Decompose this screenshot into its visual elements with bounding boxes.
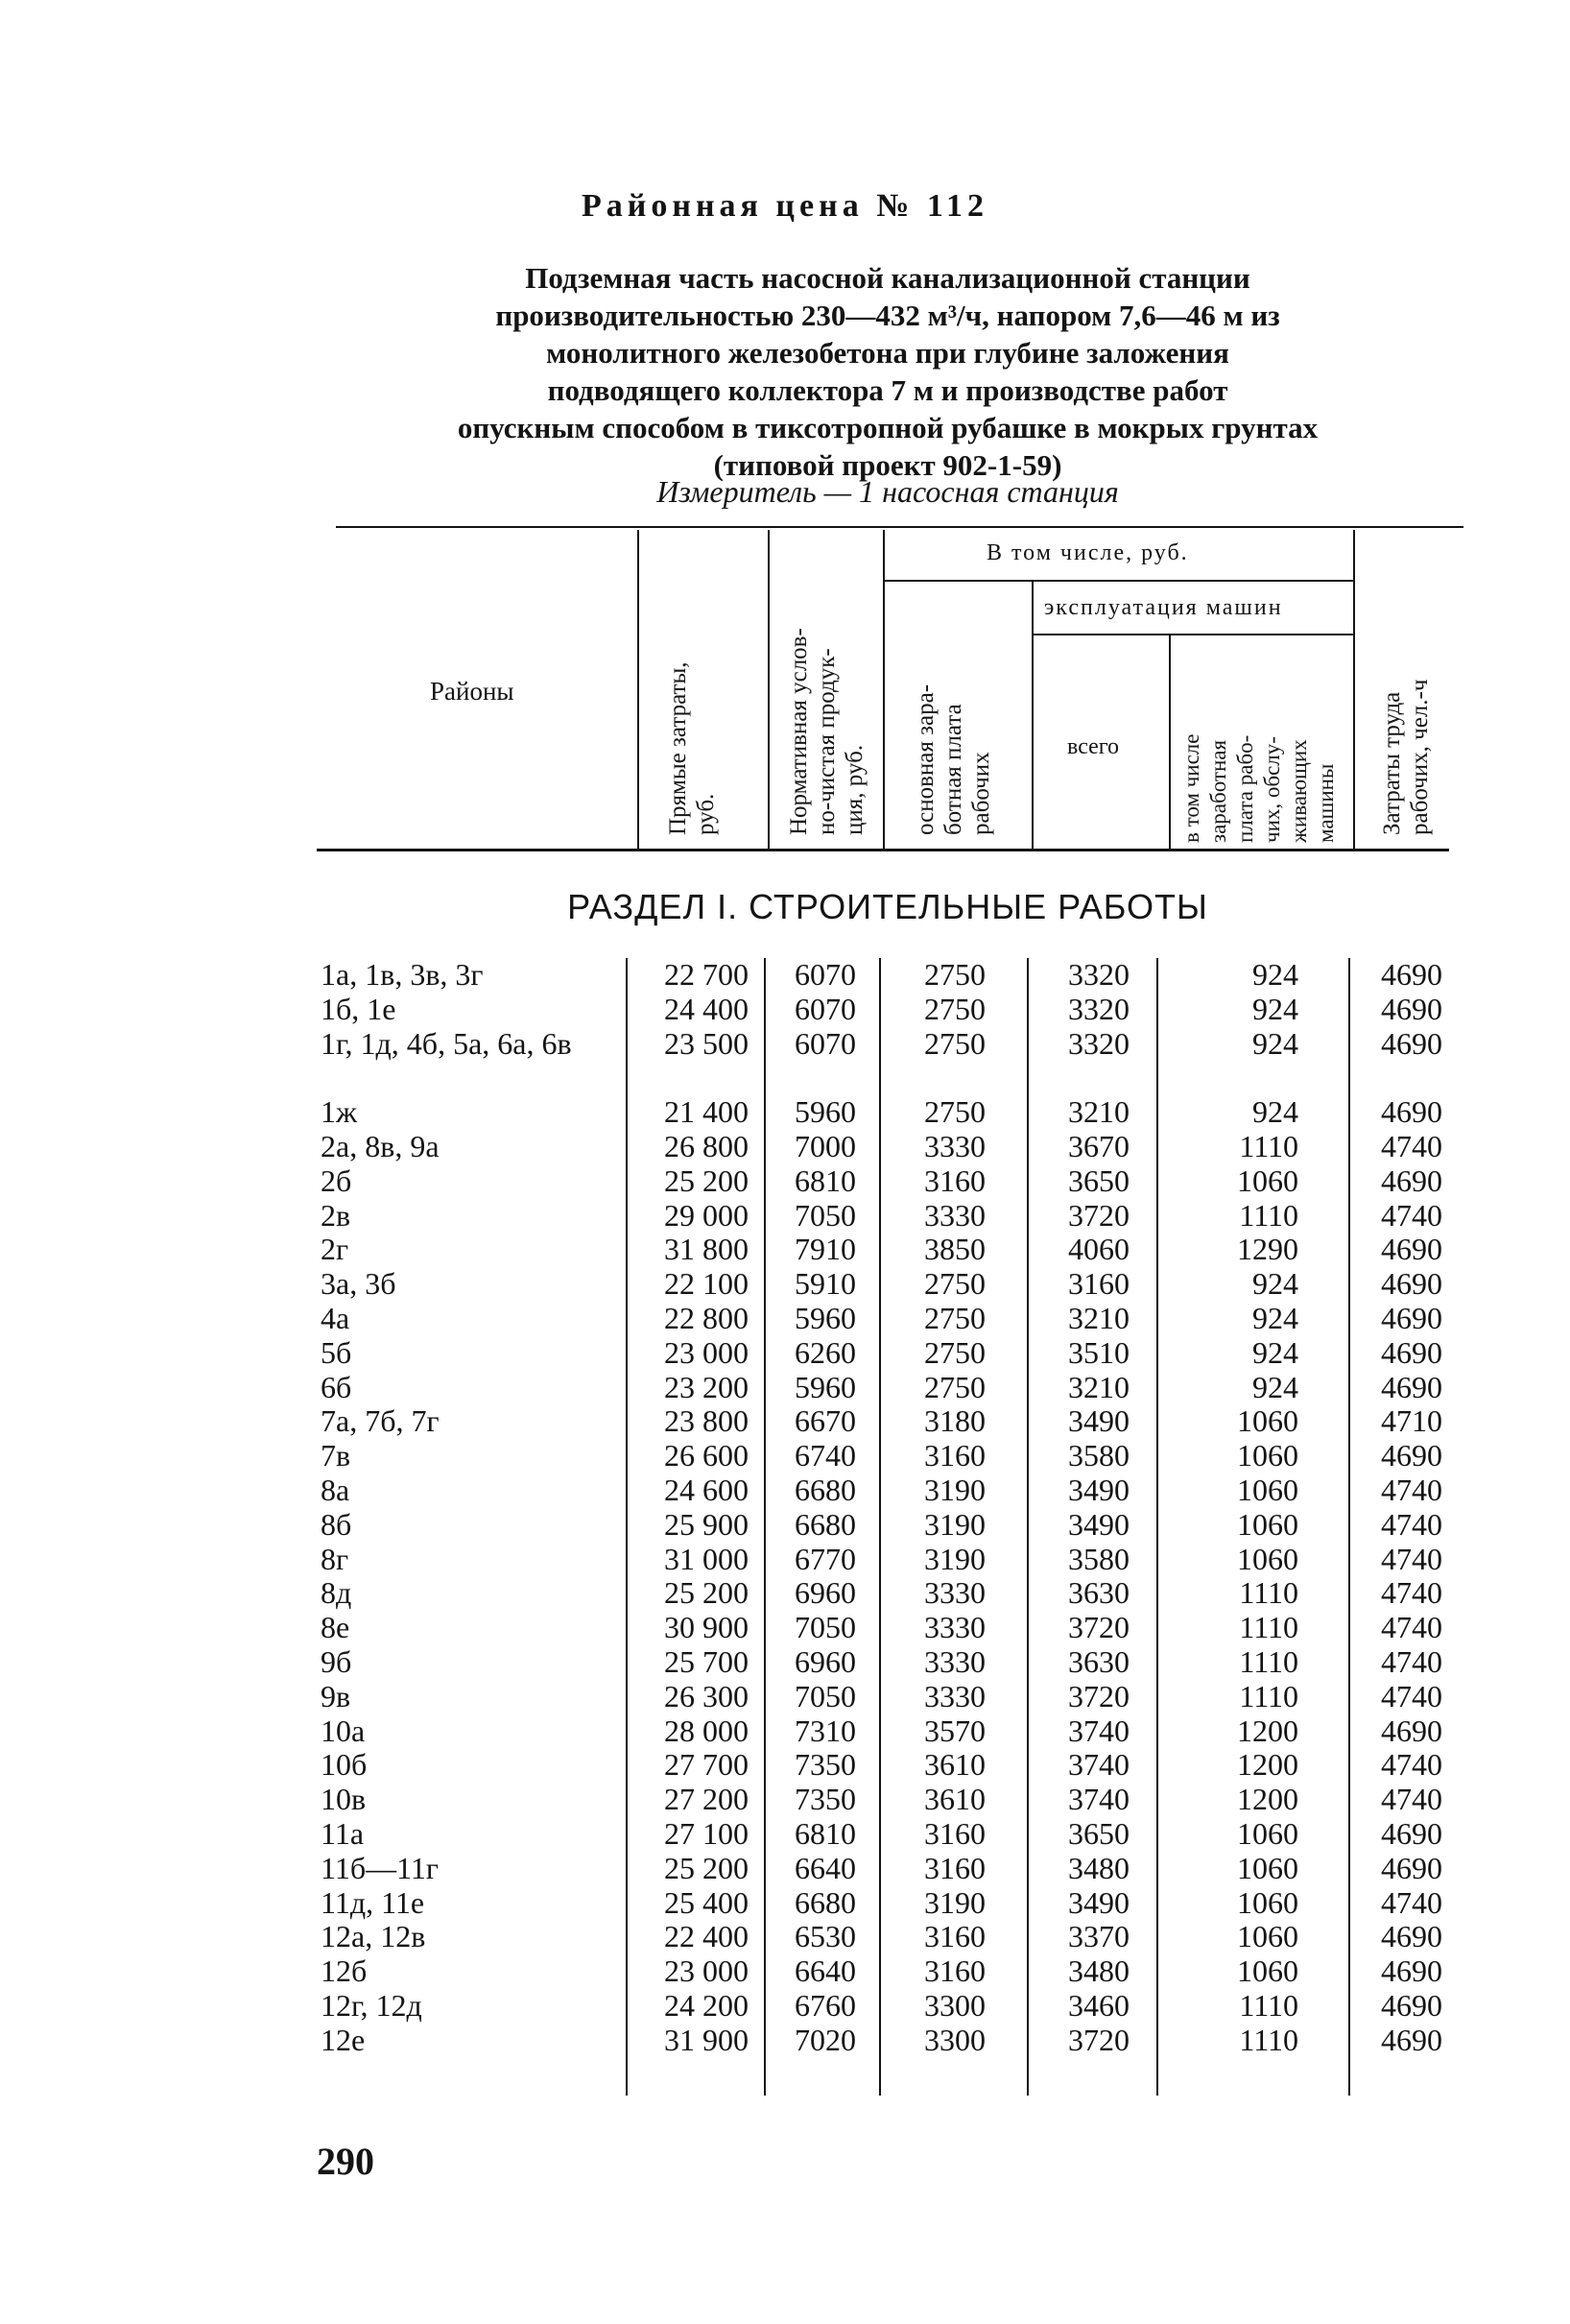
region-cell: 1ж <box>321 1094 358 1130</box>
base-wage-cell: 2750 <box>924 1300 986 1335</box>
base-wage-cell: 2750 <box>924 1334 986 1370</box>
normative-cell: 6070 <box>795 957 856 992</box>
region-cell: 4а <box>321 1300 350 1335</box>
normative-cell: 6680 <box>795 1884 856 1920</box>
price-table-body <box>0 958 1570 2058</box>
machine-wage-cell: 1060 <box>1237 1815 1298 1851</box>
header-machine-wage-line: машины <box>1314 763 1338 843</box>
direct-costs-cell: 23 500 <box>664 1025 749 1061</box>
machine-wage-cell: 1110 <box>1239 1643 1298 1679</box>
subtitle-line: (типовой проект 902-1-59) <box>713 448 1062 482</box>
machine-ops-cell: 3490 <box>1068 1472 1130 1507</box>
header-total: всего <box>1067 734 1120 759</box>
table-row <box>0 1164 1570 1199</box>
header-base-wage <box>912 684 995 835</box>
labor-cell: 4740 <box>1381 1610 1442 1645</box>
machine-ops-cell: 3320 <box>1068 1025 1130 1061</box>
machine-wage-cell: 924 <box>1252 1266 1298 1302</box>
normative-cell: 6640 <box>795 1953 856 1989</box>
region-cell: 8г <box>321 1541 349 1576</box>
base-wage-cell: 3190 <box>924 1506 986 1542</box>
table-row <box>0 1473 1570 1508</box>
header-base-wage-line: рабочих <box>968 752 994 835</box>
region-cell: 2б <box>321 1162 352 1198</box>
direct-costs-cell: 23 000 <box>664 1334 749 1370</box>
page-number: 290 <box>317 2140 374 2183</box>
header-divider <box>637 530 639 849</box>
machine-wage-cell: 1200 <box>1237 1747 1298 1783</box>
machine-ops-cell: 3720 <box>1068 1197 1130 1233</box>
region-cell: 2а, 8в, 9а <box>321 1128 440 1163</box>
machine-wage-cell: 1110 <box>1239 2022 1298 2057</box>
labor-cell: 4690 <box>1381 1266 1442 1302</box>
direct-costs-cell: 23 000 <box>664 1953 749 1989</box>
base-wage-cell: 3850 <box>924 1232 986 1267</box>
machine-wage-cell: 1110 <box>1239 1610 1298 1645</box>
machine-wage-cell: 1060 <box>1237 1472 1298 1507</box>
subtitle <box>345 259 1430 484</box>
header-labor-line: Затраты труда <box>1379 691 1405 835</box>
direct-costs-cell: 26 300 <box>664 1678 749 1713</box>
header-labor-line: рабочих, чел.-ч <box>1407 679 1433 835</box>
labor-cell: 4690 <box>1381 1094 1442 1130</box>
table-row <box>0 2024 1570 2058</box>
direct-costs-cell: 23 200 <box>664 1369 749 1404</box>
base-wage-cell: 3160 <box>924 1953 986 1989</box>
direct-costs-cell: 24 200 <box>664 1987 749 2023</box>
normative-cell: 5960 <box>795 1369 856 1404</box>
machine-ops-cell: 3480 <box>1068 1850 1130 1885</box>
table-row <box>0 1783 1570 1817</box>
table-row <box>0 1886 1570 1921</box>
machine-wage-cell: 1110 <box>1239 1575 1298 1611</box>
subtitle-line: Подземная часть насосной канализационной станции <box>525 261 1250 295</box>
labor-cell: 4690 <box>1381 991 1442 1026</box>
machine-ops-cell: 3740 <box>1068 1747 1130 1783</box>
machine-wage-cell: 1060 <box>1237 1438 1298 1473</box>
region-cell: 12г, 12д <box>321 1987 422 2023</box>
machine-wage-cell: 1110 <box>1239 1197 1298 1233</box>
region-cell: 2г <box>321 1232 349 1267</box>
machine-wage-cell: 1290 <box>1237 1232 1298 1267</box>
base-wage-cell: 3300 <box>924 2022 986 2057</box>
table-row <box>0 1543 1570 1577</box>
labor-cell: 4690 <box>1381 1232 1442 1267</box>
table-row <box>0 1130 1570 1164</box>
machine-ops-cell: 3630 <box>1068 1575 1130 1611</box>
labor-cell: 4740 <box>1381 1884 1442 1920</box>
machine-ops-cell: 3720 <box>1068 1678 1130 1713</box>
normative-cell: 7050 <box>795 1197 856 1233</box>
region-cell: 11а <box>321 1815 365 1851</box>
normative-cell: 6680 <box>795 1506 856 1542</box>
direct-costs-cell: 26 600 <box>664 1438 749 1473</box>
machine-ops-cell: 3160 <box>1068 1266 1130 1302</box>
header-normative <box>785 628 868 835</box>
direct-costs-cell: 31 000 <box>664 1541 749 1576</box>
normative-cell: 5960 <box>795 1094 856 1130</box>
base-wage-cell: 3160 <box>924 1919 986 1954</box>
normative-cell: 7050 <box>795 1678 856 1713</box>
header-base-wage-line: основная зара- <box>913 683 939 835</box>
normative-cell: 7350 <box>795 1782 856 1817</box>
subtitle-line: производительностью 230—432 м³/ч, напором 7,6—46 м из <box>495 299 1280 332</box>
base-wage-cell: 3180 <box>924 1403 986 1439</box>
machine-wage-cell: 1060 <box>1237 1884 1298 1920</box>
table-row <box>0 1680 1570 1714</box>
normative-cell: 6760 <box>795 1987 856 2023</box>
header-normative-line: ция, руб. <box>842 744 868 835</box>
base-wage-cell: 2750 <box>924 1094 986 1130</box>
normative-cell: 6810 <box>795 1815 856 1851</box>
normative-cell: 6670 <box>795 1403 856 1439</box>
header-base-wage-line: ботная плата <box>940 704 966 835</box>
normative-cell: 7000 <box>795 1128 856 1163</box>
machines-rule <box>1032 634 1353 635</box>
machine-ops-cell: 3370 <box>1068 1919 1130 1954</box>
machine-ops-cell: 3490 <box>1068 1884 1130 1920</box>
labor-cell: 4740 <box>1381 1747 1442 1783</box>
header-machine-wage-line: в том числе <box>1179 733 1203 843</box>
machine-wage-cell: 924 <box>1252 1369 1298 1404</box>
direct-costs-cell: 25 200 <box>664 1575 749 1611</box>
direct-costs-cell: 26 800 <box>664 1128 749 1163</box>
table-row <box>0 1645 1570 1680</box>
machine-ops-cell: 3650 <box>1068 1815 1130 1851</box>
header-machine-wage-line: живающих <box>1287 739 1311 843</box>
machine-wage-cell: 924 <box>1252 1025 1298 1061</box>
base-wage-cell: 3190 <box>924 1472 986 1507</box>
labor-cell: 4690 <box>1381 957 1442 992</box>
base-wage-cell: 3190 <box>924 1884 986 1920</box>
direct-costs-cell: 24 600 <box>664 1472 749 1507</box>
region-cell: 10б <box>321 1747 368 1783</box>
labor-cell: 4740 <box>1381 1782 1442 1817</box>
direct-costs-cell: 25 700 <box>664 1643 749 1679</box>
machine-ops-cell: 4060 <box>1068 1232 1130 1267</box>
region-cell: 1а, 1в, 3в, 3г <box>321 957 484 992</box>
labor-cell: 4740 <box>1381 1128 1442 1163</box>
normative-cell: 6770 <box>795 1541 856 1576</box>
table-row <box>0 1920 1570 1954</box>
base-wage-cell: 3330 <box>924 1643 986 1679</box>
normative-cell: 7910 <box>795 1232 856 1267</box>
base-wage-cell: 3160 <box>924 1438 986 1473</box>
table-row <box>0 1748 1570 1783</box>
base-wage-cell: 3330 <box>924 1678 986 1713</box>
table-row <box>0 1611 1570 1645</box>
base-wage-cell: 3160 <box>924 1850 986 1885</box>
machine-wage-cell: 924 <box>1252 1334 1298 1370</box>
labor-cell: 4690 <box>1381 1953 1442 1989</box>
region-cell: 7в <box>321 1438 351 1473</box>
region-cell: 12е <box>321 2022 366 2057</box>
direct-costs-cell: 27 200 <box>664 1782 749 1817</box>
machine-wage-cell: 1110 <box>1239 1128 1298 1163</box>
header-including: В том числе, руб. <box>987 540 1189 565</box>
labor-cell: 4740 <box>1381 1506 1442 1542</box>
base-wage-cell: 3610 <box>924 1782 986 1817</box>
region-cell: 11б—11г <box>321 1850 440 1885</box>
direct-costs-cell: 27 100 <box>664 1815 749 1851</box>
header-normative-line: Нормативная услов- <box>786 628 812 835</box>
base-wage-cell: 3160 <box>924 1162 986 1198</box>
labor-cell: 4740 <box>1381 1541 1442 1576</box>
header-labor <box>1378 680 1434 835</box>
table-row <box>0 1817 1570 1852</box>
measure-unit: Измеритель — 1 насосная станция <box>656 474 1119 509</box>
base-wage-cell: 2750 <box>924 991 986 1026</box>
header-bottom-rule <box>317 849 1449 851</box>
labor-cell: 4740 <box>1381 1643 1442 1679</box>
base-wage-cell: 2750 <box>924 1025 986 1061</box>
machine-ops-cell: 3720 <box>1068 1610 1130 1645</box>
table-row <box>0 1404 1570 1439</box>
labor-cell: 4740 <box>1381 1197 1442 1233</box>
section-title: РАЗДЕЛ I. СТРОИТЕЛЬНЫЕ РАБОТЫ <box>567 887 1208 926</box>
region-cell: 7а, 7б, 7г <box>321 1403 440 1439</box>
machine-wage-cell: 1200 <box>1237 1713 1298 1748</box>
machine-ops-cell: 3720 <box>1068 2022 1130 2057</box>
region-cell: 11д, 11е <box>321 1884 425 1920</box>
normative-cell: 6960 <box>795 1575 856 1611</box>
direct-costs-cell: 22 100 <box>664 1266 749 1302</box>
header-regions: Районы <box>430 677 514 706</box>
region-cell: 2в <box>321 1197 351 1233</box>
table-row <box>0 993 1570 1027</box>
subtitle-line: монолитного железобетона при глубине заложения <box>546 336 1229 370</box>
region-cell: 3а, 3б <box>321 1266 396 1302</box>
machine-wage-cell: 924 <box>1252 991 1298 1026</box>
machine-wage-cell: 1110 <box>1239 1678 1298 1713</box>
machine-wage-cell: 1060 <box>1237 1506 1298 1542</box>
base-wage-cell: 3330 <box>924 1128 986 1163</box>
machine-ops-cell: 3490 <box>1068 1403 1130 1439</box>
machine-ops-cell: 3580 <box>1068 1438 1130 1473</box>
normative-cell: 7350 <box>795 1747 856 1783</box>
machine-ops-cell: 3480 <box>1068 1953 1130 1989</box>
base-wage-cell: 3330 <box>924 1610 986 1645</box>
normative-cell: 6740 <box>795 1438 856 1473</box>
table-row <box>0 1095 1570 1130</box>
machine-wage-cell: 1060 <box>1237 1403 1298 1439</box>
table-row <box>0 1714 1570 1749</box>
direct-costs-cell: 23 800 <box>664 1403 749 1439</box>
machine-ops-cell: 3210 <box>1068 1300 1130 1335</box>
table-row <box>0 1989 1570 2024</box>
labor-cell: 4690 <box>1381 1815 1442 1851</box>
machine-ops-cell: 3740 <box>1068 1713 1130 1748</box>
direct-costs-cell: 27 700 <box>664 1747 749 1783</box>
labor-cell: 4690 <box>1381 1162 1442 1198</box>
labor-cell: 4690 <box>1381 1713 1442 1748</box>
direct-costs-cell: 25 400 <box>664 1884 749 1920</box>
base-wage-cell: 3570 <box>924 1713 986 1748</box>
labor-cell: 4690 <box>1381 1369 1442 1404</box>
machine-ops-cell: 3210 <box>1068 1094 1130 1130</box>
region-cell: 9в <box>321 1678 351 1713</box>
page-title: Районная цена № 112 <box>582 188 988 224</box>
direct-costs-cell: 25 200 <box>664 1850 749 1885</box>
machine-wage-cell: 1060 <box>1237 1162 1298 1198</box>
machine-wage-cell: 1200 <box>1237 1782 1298 1817</box>
direct-costs-cell: 31 800 <box>664 1232 749 1267</box>
machine-ops-cell: 3580 <box>1068 1541 1130 1576</box>
header-machine-wage-line: заработная <box>1206 739 1230 843</box>
normative-cell: 7020 <box>795 2022 856 2057</box>
direct-costs-cell: 30 900 <box>664 1610 749 1645</box>
labor-cell: 4710 <box>1381 1403 1442 1439</box>
machine-ops-cell: 3320 <box>1068 991 1130 1026</box>
region-cell: 12а, 12в <box>321 1919 426 1954</box>
header-divider <box>1353 530 1355 849</box>
header-machine-wage-line: чих, обслу- <box>1260 736 1284 843</box>
machine-ops-cell: 3630 <box>1068 1643 1130 1679</box>
labor-cell: 4740 <box>1381 1575 1442 1611</box>
machine-ops-cell: 3650 <box>1068 1162 1130 1198</box>
region-cell: 5б <box>321 1334 352 1370</box>
labor-cell: 4690 <box>1381 1025 1442 1061</box>
normative-cell: 7050 <box>795 1610 856 1645</box>
header-divider <box>883 530 885 849</box>
table-row <box>0 1302 1570 1336</box>
direct-costs-cell: 25 200 <box>664 1162 749 1198</box>
table-row <box>0 1852 1570 1886</box>
header-machine-ops: эксплуатация машин <box>1044 595 1283 620</box>
machine-ops-cell: 3460 <box>1068 1987 1130 2023</box>
base-wage-cell: 3190 <box>924 1541 986 1576</box>
normative-cell: 6070 <box>795 1025 856 1061</box>
header-direct-costs-line: Прямые затраты, <box>665 661 691 835</box>
machine-ops-cell: 3490 <box>1068 1506 1130 1542</box>
machine-wage-cell: 924 <box>1252 1094 1298 1130</box>
table-row <box>0 1508 1570 1543</box>
base-wage-cell: 3610 <box>924 1747 986 1783</box>
table-row <box>0 1576 1570 1611</box>
machine-ops-cell: 3740 <box>1068 1782 1130 1817</box>
region-cell: 6б <box>321 1369 352 1404</box>
subtitle-line: опускным способом в тиксотропной рубашке в мокрых грунтах <box>457 411 1319 444</box>
base-wage-cell: 3160 <box>924 1815 986 1851</box>
normative-cell: 7310 <box>795 1713 856 1748</box>
machine-ops-cell: 3320 <box>1068 957 1130 992</box>
table-row <box>0 1336 1570 1371</box>
base-wage-cell: 2750 <box>924 1266 986 1302</box>
labor-cell: 4740 <box>1381 1678 1442 1713</box>
normative-cell: 6640 <box>795 1850 856 1885</box>
labor-cell: 4690 <box>1381 1300 1442 1335</box>
table-row <box>0 958 1570 993</box>
base-wage-cell: 3330 <box>924 1575 986 1611</box>
direct-costs-cell: 31 900 <box>664 2022 749 2057</box>
header-divider <box>1032 582 1034 849</box>
table-row <box>0 1439 1570 1473</box>
labor-cell: 4690 <box>1381 1438 1442 1473</box>
normative-cell: 6070 <box>795 991 856 1026</box>
machine-wage-cell: 1060 <box>1237 1953 1298 1989</box>
table-row <box>0 1027 1570 1096</box>
machine-wage-cell: 924 <box>1252 1300 1298 1335</box>
labor-cell: 4690 <box>1381 1987 1442 2023</box>
normative-cell: 6260 <box>795 1334 856 1370</box>
direct-costs-cell: 29 000 <box>664 1197 749 1233</box>
table-row <box>0 1233 1570 1267</box>
subtitle-line: подводящего коллектора 7 м и производстве работ <box>547 373 1228 407</box>
header-divider <box>1169 635 1171 849</box>
table-row <box>0 1267 1570 1302</box>
header-machine-wage <box>1178 734 1340 844</box>
base-wage-cell: 2750 <box>924 1369 986 1404</box>
machine-wage-cell: 1060 <box>1237 1919 1298 1954</box>
labor-cell: 4690 <box>1381 1850 1442 1885</box>
header-divider <box>768 530 770 849</box>
direct-costs-cell: 25 900 <box>664 1506 749 1542</box>
header-top-rule <box>336 526 1463 528</box>
direct-costs-cell: 28 000 <box>664 1713 749 1748</box>
machine-wage-cell: 924 <box>1252 957 1298 992</box>
table-row <box>0 1199 1570 1234</box>
direct-costs-cell: 21 400 <box>664 1094 749 1130</box>
base-wage-cell: 3300 <box>924 1987 986 2023</box>
direct-costs-cell: 24 400 <box>664 991 749 1026</box>
header-machine-wage-line: плата рабо- <box>1233 734 1257 843</box>
machine-wage-cell: 1110 <box>1239 1987 1298 2023</box>
region-cell: 1г, 1д, 4б, 5а, 6а, 6в <box>321 1025 572 1061</box>
base-wage-cell: 2750 <box>924 957 986 992</box>
labor-cell: 4690 <box>1381 1919 1442 1954</box>
region-cell: 8е <box>321 1610 350 1645</box>
direct-costs-cell: 22 400 <box>664 1919 749 1954</box>
normative-cell: 6530 <box>795 1919 856 1954</box>
region-cell: 10в <box>321 1782 367 1817</box>
machine-wage-cell: 1060 <box>1237 1850 1298 1885</box>
normative-cell: 6810 <box>795 1162 856 1198</box>
header-direct-costs <box>664 662 720 836</box>
region-cell: 9б <box>321 1643 352 1679</box>
base-wage-cell: 3330 <box>924 1197 986 1233</box>
machine-ops-cell: 3510 <box>1068 1334 1130 1370</box>
labor-cell: 4740 <box>1381 1472 1442 1507</box>
table-row <box>0 1954 1570 1989</box>
machine-wage-cell: 1060 <box>1237 1541 1298 1576</box>
region-cell: 1б, 1е <box>321 991 396 1026</box>
including-rule <box>885 580 1353 582</box>
labor-cell: 4690 <box>1381 1334 1442 1370</box>
machine-ops-cell: 3210 <box>1068 1369 1130 1404</box>
region-cell: 8а <box>321 1472 350 1507</box>
normative-cell: 6960 <box>795 1643 856 1679</box>
region-cell: 12б <box>321 1953 368 1989</box>
machine-ops-cell: 3670 <box>1068 1128 1130 1163</box>
direct-costs-cell: 22 700 <box>664 957 749 992</box>
direct-costs-cell: 22 800 <box>664 1300 749 1335</box>
region-cell: 8б <box>321 1506 352 1542</box>
labor-cell: 4690 <box>1381 2022 1442 2057</box>
normative-cell: 6680 <box>795 1472 856 1507</box>
normative-cell: 5960 <box>795 1300 856 1335</box>
table-row <box>0 1371 1570 1405</box>
region-cell: 10а <box>321 1713 366 1748</box>
header-direct-costs-line: руб. <box>693 793 719 835</box>
normative-cell: 5910 <box>795 1266 856 1302</box>
region-cell: 8д <box>321 1575 352 1611</box>
header-normative-line: но-чистая продук- <box>814 648 840 835</box>
